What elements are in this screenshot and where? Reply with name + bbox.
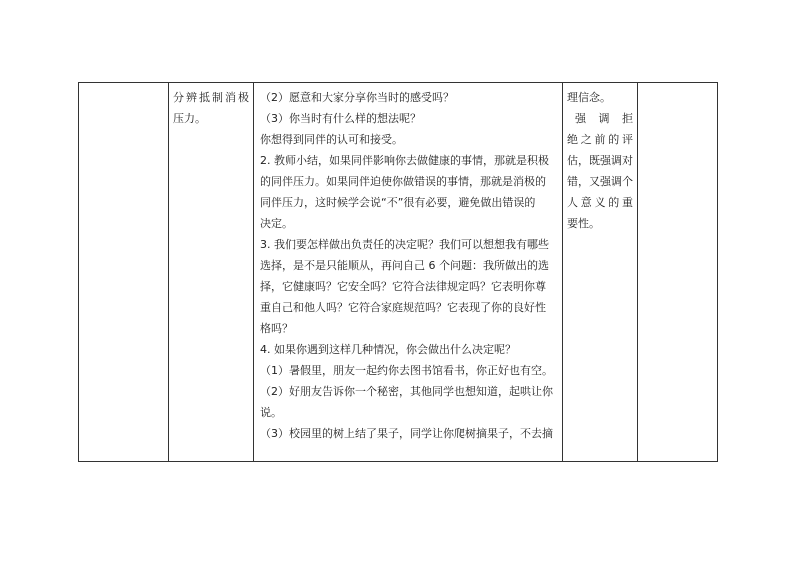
activity-line: 决定。 [260, 217, 293, 230]
activity-line: 选择，是不是只能顺从，再问自己 6 个问题：我所做出的选 [260, 259, 549, 272]
intent-line: 理信念。 [567, 91, 611, 104]
column-divider [637, 83, 638, 461]
activity-line: （1）暑假里，朋友一起约你去图书馆看书，你正好也有空。 [260, 364, 553, 377]
intent-cell [563, 83, 637, 234]
column-divider [168, 83, 169, 461]
activity-line: （3）校园里的树上结了果子，同学让你爬树摘果子，不去摘 [260, 427, 553, 440]
intent-line: 错，又强调个 [567, 175, 633, 188]
activity-line: 同伴压力，这时候学会说“不”很有必要，避免做出错误的 [260, 196, 536, 209]
intent-line: 强 调 拒 [575, 112, 633, 125]
activity-line: 3. 我们要怎样做出负责任的决定呢？我们可以想想我有哪些 [260, 238, 549, 251]
activity-line: 2. 教师小结，如果同伴影响你去做健康的事情，那就是积极 [260, 154, 549, 167]
activity-line: 4. 如果你遇到这样几种情况，你会做出什么决定呢？ [260, 343, 516, 356]
activity-line: （2）好朋友告诉你一个秘密，其他同学也想知道，起哄让你 [260, 385, 553, 398]
activity-line: 择，它健康吗？它安全吗？它符合法律规定吗？它表明你尊 [260, 280, 546, 293]
activity-cell [254, 83, 562, 444]
activity-line: 的同伴压力。如果同伴迫使你做错误的事情，那就是消极的 [260, 175, 546, 188]
activity-line: （3）你当时有什么样的想法呢？ [260, 112, 421, 125]
method-cell [169, 83, 253, 129]
intent-line: 要性。 [567, 217, 600, 230]
activity-line: 重自己和他人吗？它符合家庭规范吗？它表现了你的良好性 [260, 301, 546, 314]
method-line: 压力。 [173, 112, 206, 125]
activity-line: 说。 [260, 406, 282, 419]
intent-line: 估，既强调对 [567, 154, 633, 167]
intent-line: 人意义的重 [567, 196, 633, 209]
method-line: 分辨抵制消极 [173, 91, 249, 104]
activity-line: （2）愿意和大家分享你当时的感受吗？ [260, 91, 454, 104]
intent-line: 绝之前的评 [567, 133, 633, 146]
activity-line: 你想得到同伴的认可和接受。 [260, 133, 403, 146]
lesson-table [78, 82, 718, 462]
activity-line: 格吗？ [260, 322, 293, 335]
